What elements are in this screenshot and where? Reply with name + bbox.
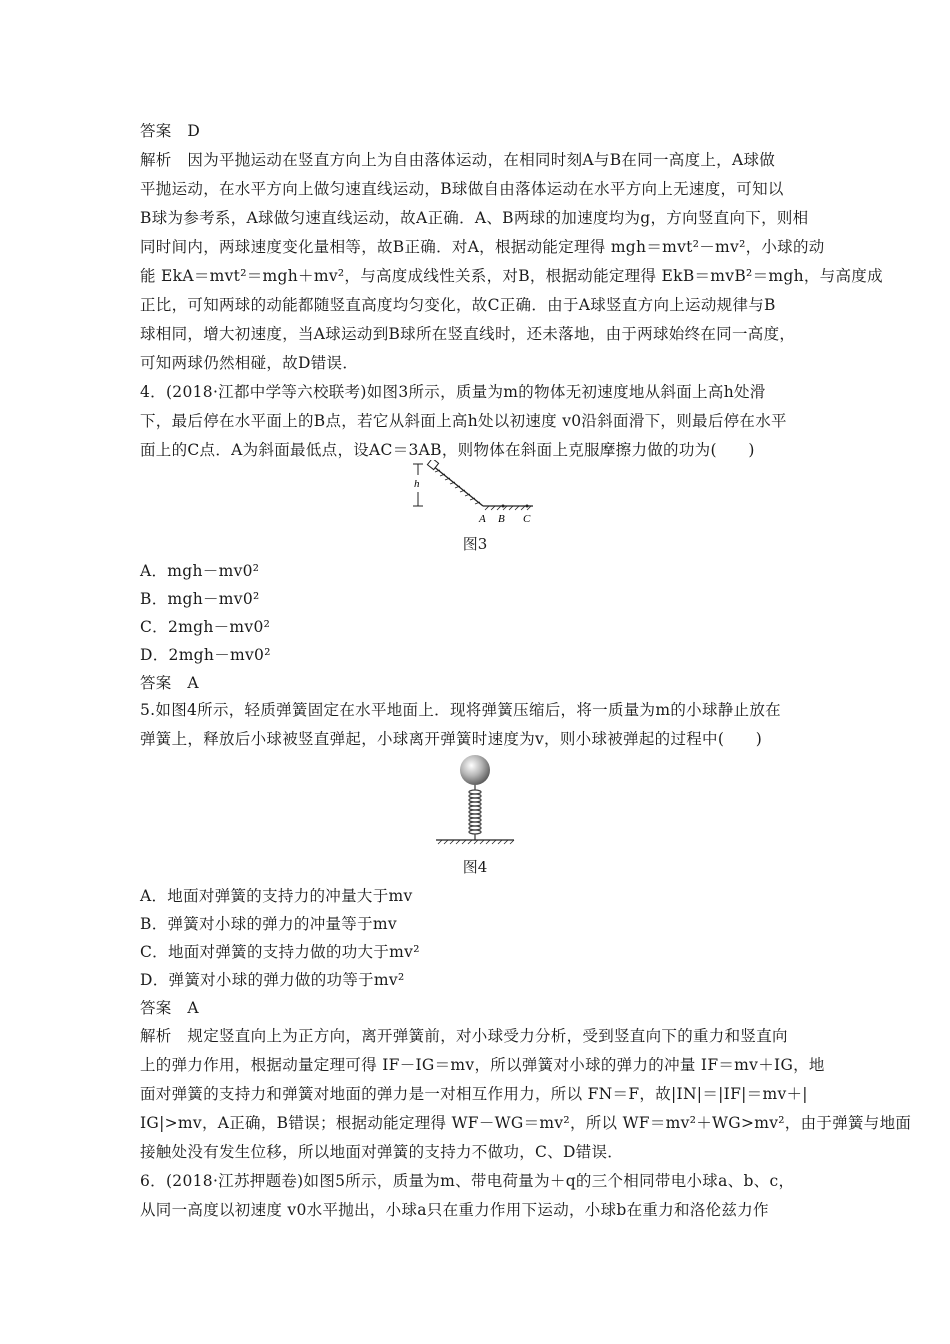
h-label: h	[414, 478, 420, 490]
analysis-line: 平抛运动，在水平方向上做匀速直线运动，B球做自由落体运动在水平方向上无速度，可知以	[140, 180, 784, 198]
analysis-line: 接触处没有发生位移，所以地面对弹簧的支持力不做功，C、D错误．	[140, 1143, 624, 1161]
answer-line: 答案 D	[140, 122, 201, 140]
option-c: C．地面对弹簧的支持力做的功大于mv²	[140, 943, 420, 961]
question-6-line: 从同一高度以初速度 v0水平抛出，小球a只在重力作用下运动，小球b在重力和洛伦兹力作	[140, 1201, 769, 1219]
answer-line: 答案 A	[140, 674, 199, 692]
question-5-line: 5.如图4所示，轻质弹簧固定在水平地面上．现将弹簧压缩后，将一质量为m的小球静止放在	[140, 701, 781, 719]
figure-4-caption: 图4	[462, 858, 488, 876]
analysis-line: 解析 规定竖直向上为正方向，离开弹簧前，对小球受力分析，受到竖直向下的重力和竖直向	[140, 1027, 788, 1045]
option-b: B．弹簧对小球的弹力的冲量等于mv	[140, 915, 397, 933]
analysis-line: IG|>mv，A正确，B错误；根据动能定理得 WF－WG＝mv²，所以 WF＝mv²＋WG>mv²，由于弹簧与地面	[140, 1114, 912, 1132]
analysis-line: 正比，可知两球的动能都随竖直高度均匀变化，故C正确．由于A球竖直方向上运动规律与B	[140, 296, 776, 314]
option-c: C．2mgh－mv0²	[140, 618, 271, 636]
point-c-label: C	[523, 513, 531, 525]
analysis-line: 面对弹簧的支持力和弹簧对地面的弹力是一对相互作用力，所以 FN＝F，故|IN|＝|IF|＝mv＋|	[140, 1085, 808, 1103]
ball-icon	[460, 755, 490, 785]
analysis-line: 能 EkA＝mvt²＝mgh＋mv²，与高度成线性关系，对B，根据动能定理得 EkB＝mvB²＝mgh，与高度成	[140, 267, 883, 285]
analysis-line: 同时间内，两球速度变化量相等，故B正确．对A，根据动能定理得 mgh＝mvt²－mv²，小球的动	[140, 238, 825, 256]
analysis-line: 球相同，增大初速度，当A球运动到B球所在竖直线时，还未落地，由于两球始终在同一高度，	[140, 325, 796, 343]
option-a: A．地面对弹簧的支持力的冲量大于mv	[140, 887, 413, 905]
option-a: A．mgh－mv0²	[140, 562, 260, 580]
figure-4-spring	[430, 754, 520, 850]
question-4-line: 下，最后停在水平面上的B点，若它从斜面上高h处以初速度 v0沿斜面滑下，则最后停在水平	[140, 412, 787, 430]
question-4-line: 面上的C点．A为斜面最低点，设AC＝3AB，则物体在斜面上克服摩擦力做的功为( )	[140, 441, 755, 459]
option-d: D．2mgh－mv0²	[140, 646, 271, 664]
answer-line: 答案 A	[140, 999, 199, 1017]
analysis-line: 可知两球仍然相碰，故D错误．	[140, 354, 359, 372]
spring-icon	[469, 785, 481, 840]
question-5-line: 弹簧上，释放后小球被竖直弹起，小球离开弹簧时速度为v，则小球被弹起的过程中( )	[140, 730, 763, 748]
figure-3-incline	[405, 460, 545, 528]
figure-3-caption: 图3	[462, 535, 488, 553]
option-d: D．弹簧对小球的弹力做的功等于mv²	[140, 971, 405, 989]
analysis-line: 上的弹力作用，根据动量定理可得 IF－IG＝mv，所以弹簧对小球的弹力的冲量 IF＝mv＋IG，地	[140, 1056, 825, 1074]
analysis-line: 解析 因为平抛运动在竖直方向上为自由落体运动，在相同时刻A与B在同一高度上，A球做	[140, 151, 776, 169]
point-a-label: A	[479, 513, 486, 525]
point-b-label: B	[498, 513, 505, 525]
option-b: B．mgh－mv0²	[140, 590, 260, 608]
question-6-line: 6．(2018·江苏押题卷)如图5所示，质量为m、带电荷量为＋q的三个相同带电小球a、b、c，	[140, 1172, 795, 1190]
question-4-line: 4．(2018·江都中学等六校联考)如图3所示，质量为m的物体无初速度地从斜面上高h处滑	[140, 383, 766, 401]
analysis-line: B球为参考系，A球做匀速直线运动，故A正确．A、B两球的加速度均为g，方向竖直向下，则相	[140, 209, 809, 227]
